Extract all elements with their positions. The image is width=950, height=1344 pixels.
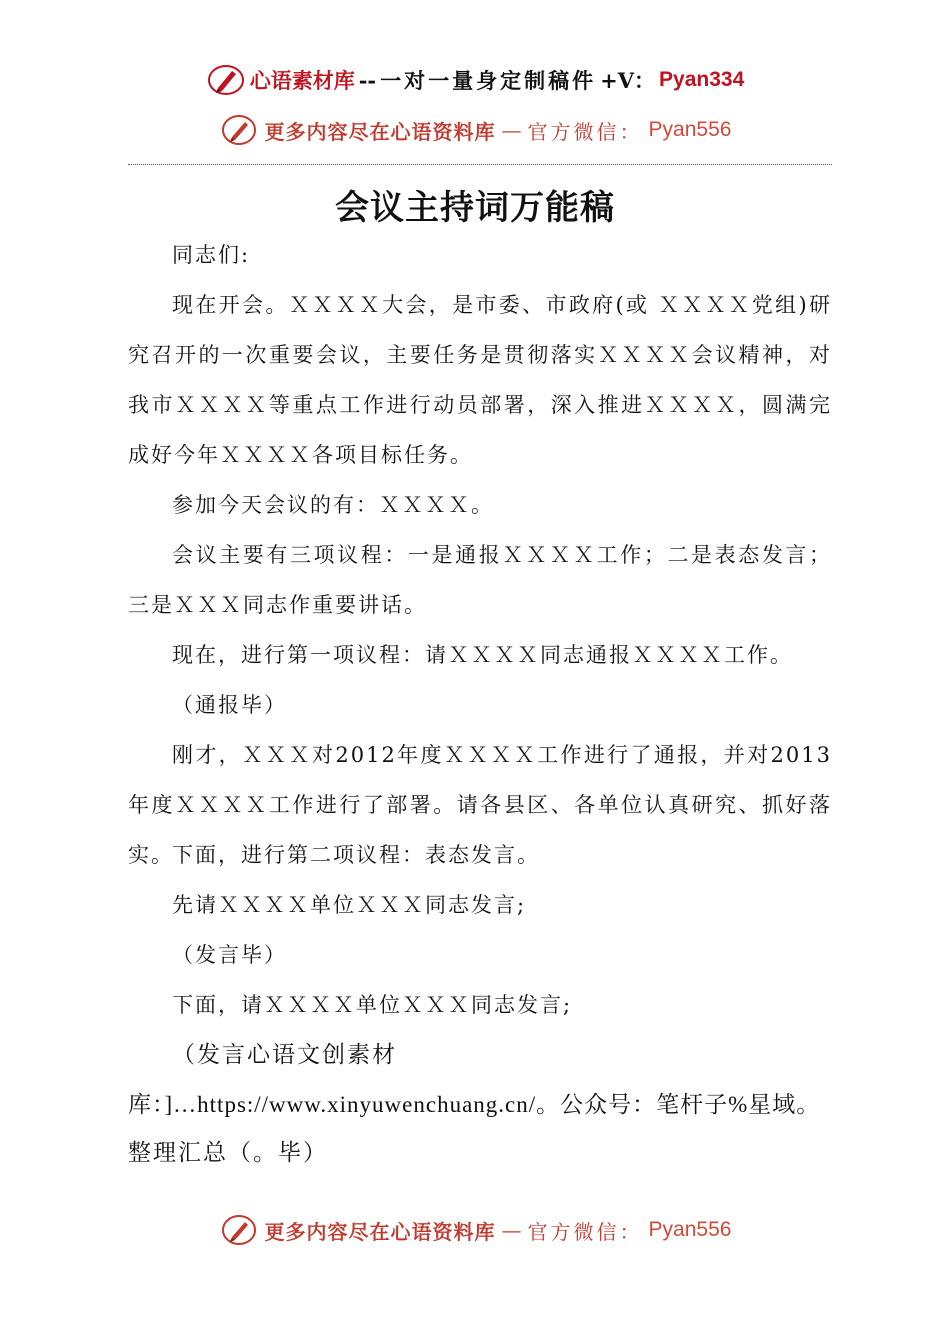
- footer-banner-label: 官方微信：: [527, 1219, 643, 1244]
- paragraph-opening: 现在开会。ＸＸＸＸ大会，是市委、市政府(或 ＸＸＸＸ党组)研究召开的一次重要会议，主要任务是贯彻落实ＸＸＸＸ会议精神，对我市ＸＸＸＸ等重点工作进行动员部署，深入推进ＸＸＸＸ，圆满完成好今年ＸＸＸＸ各项目标任务。: [128, 293, 832, 467]
- paragraph-greeting: 同志们:: [172, 243, 251, 267]
- paragraph-item-one: 现在，进行第一项议程：请ＸＸＸＸ同志通报ＸＸＸＸ工作。: [172, 643, 793, 667]
- header-dash: --: [358, 67, 377, 93]
- paragraph-first-speaker: 先请ＸＸＸＸ单位ＸＸＸ同志发言;: [172, 893, 527, 917]
- footer-banner: [0, 1212, 950, 1248]
- banner-text: 更多内容尽在心语资料库: [264, 119, 496, 144]
- brand-name: 心语素材库: [249, 68, 355, 93]
- footer-banner-dash: —: [501, 1218, 522, 1242]
- footer-banner-wechat-id: Pyan556: [648, 1218, 732, 1241]
- page-title: 会议主持词万能稿: [335, 188, 615, 228]
- pen-logo-icon: [219, 112, 259, 148]
- header-wechat-id: Pyan334: [659, 68, 745, 91]
- pen-logo-icon: [219, 1212, 259, 1248]
- paragraph-watermark-url: 库：]…https://www.xinyuwenchuang.cn/。公众号：笔杆子%星域。: [128, 1092, 821, 1117]
- banner-label: 官方微信：: [527, 119, 643, 144]
- paragraph-report-done: （通报毕）: [172, 693, 287, 717]
- header-slogan: 一对一量身定制稿件: [380, 68, 597, 93]
- paragraph-attendees: 参加今天会议的有：ＸＸＸＸ。: [172, 493, 494, 517]
- footer-banner-text: 更多内容尽在心语资料库: [264, 1219, 496, 1244]
- paragraph-watermark-3: 整理汇总（。毕）: [128, 1140, 328, 1166]
- header-v-label: +V：: [600, 68, 656, 93]
- top-banner: [0, 112, 950, 148]
- paragraph-summary: 刚才，ＸＸＸ对2012年度ＸＸＸＸ工作进行了通报，并对2013年度ＸＸＸＸ工作进行了部署。请各县区、各单位认真研究、抓好落实。: [128, 743, 832, 867]
- paragraph-agenda: 会议主要有三项议程：一是通报ＸＸＸＸ工作；二是表态发言；三是ＸＸＸ同志作重要讲话。: [128, 543, 832, 617]
- header-promo: [0, 62, 950, 98]
- header-divider: [128, 164, 832, 165]
- paragraph-speech-done: （发言毕）: [172, 943, 287, 967]
- paragraph-item-two: 下面，进行第二项议程：表态发言。: [172, 843, 540, 867]
- pen-logo-icon: [206, 62, 246, 98]
- banner-dash: —: [501, 118, 522, 142]
- paragraph-watermark-1: （发言心语文创素材: [172, 1042, 397, 1068]
- paragraph-next-speaker: 下面，请ＸＸＸＸ单位ＸＸＸ同志发言;: [172, 993, 573, 1017]
- banner-wechat-id: Pyan556: [648, 118, 732, 141]
